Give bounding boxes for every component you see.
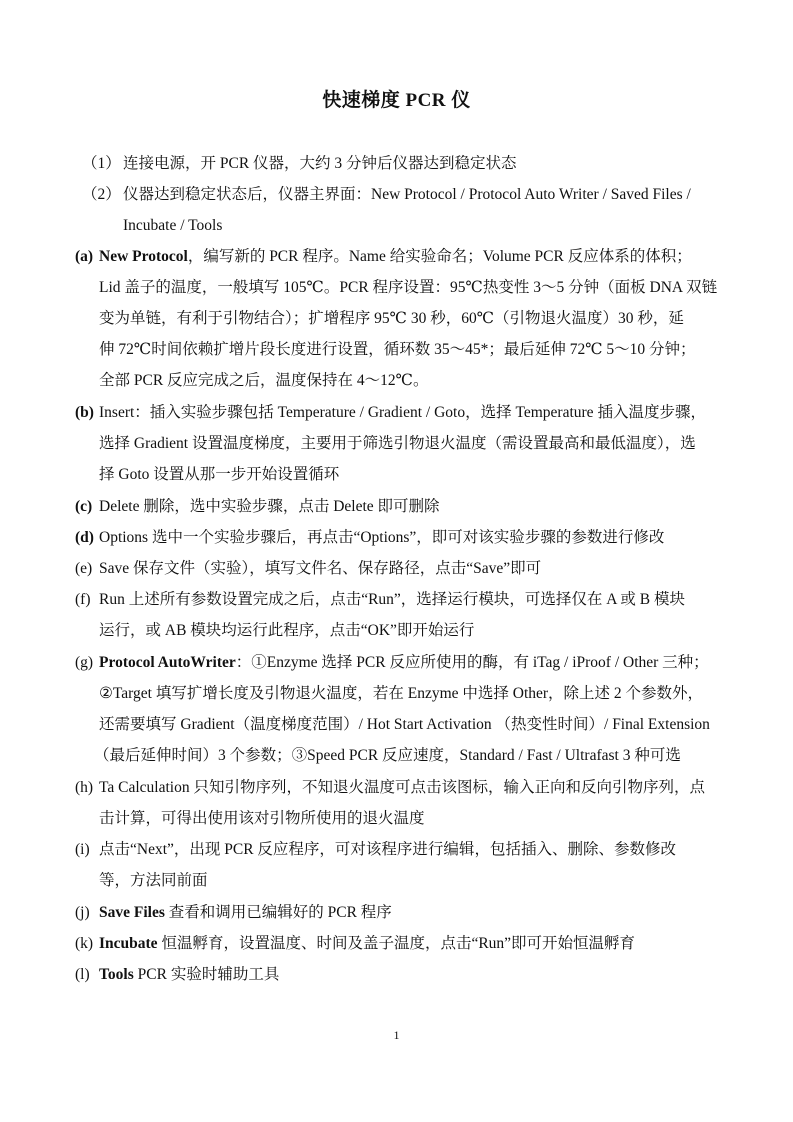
item-text: ，编写新的 PCR 程序。Name 给实验命名；Volume PCR 反应体系的体积； bbox=[187, 248, 692, 265]
item-text: Ta Calculation 只知引物序列，不知退火温度可点击该图标，输入正向和反向引物序列，点 bbox=[99, 779, 705, 796]
item-label: (b) bbox=[75, 404, 94, 421]
item-label: (i) bbox=[75, 841, 90, 858]
item-text: Insert：插入实验步骤包括 Temperature / Gradient / Goto，选择 Temperature 插入温度步骤， bbox=[99, 404, 706, 421]
item-text-continued: 运行，或 AB 模块均运行此程序，点击“OK”即开始运行 bbox=[99, 622, 475, 639]
item-text: 恒温孵育，设置温度、时间及盖子温度，点击“Run”即可开始恒温孵育 bbox=[157, 935, 636, 952]
item-text-continued: 择 Goto 设置从那一步开始设置循环 bbox=[99, 466, 340, 483]
step-text: 仪器达到稳定状态后，仪器主界面：New Protocol / Protocol Auto Writer / Saved Files / bbox=[123, 186, 691, 203]
item-text-continued: Lid 盖子的温度，一般填写 105℃。PCR 程序设置：95℃热变性 3～5 分钟（面板 DNA 双链 bbox=[99, 279, 718, 296]
item-text: PCR 实验时辅助工具 bbox=[133, 966, 280, 983]
item-label: (f) bbox=[75, 591, 91, 608]
item-text-continued: 变为单链，有利于引物结合）；扩增程序 95℃ 30 秒，60℃（引物退火温度）30 秒，延 bbox=[99, 310, 684, 327]
page-title: 快速梯度 PCR 仪 bbox=[322, 90, 471, 111]
item-text: Options 选中一个实验步骤后，再点击“Options”，即可对该实验步骤的参数进行修改 bbox=[99, 529, 665, 546]
item-label: (e) bbox=[75, 560, 93, 577]
item-label: (c) bbox=[75, 498, 93, 515]
step-text: 连接电源，开 PCR 仪器，大约 3 分钟后仪器达到稳定状态 bbox=[123, 155, 517, 172]
item-label: (h) bbox=[75, 779, 94, 796]
item-label: (a) bbox=[75, 248, 94, 265]
item-text-continued: （最后延伸时间）3 个参数；③Speed PCR 反应速度，Standard / Fast / Ultrafast 3 种可选 bbox=[94, 747, 681, 764]
item-label: (g) bbox=[75, 654, 94, 671]
item-text: Delete 删除，选中实验步骤，点击 Delete 即可删除 bbox=[99, 498, 440, 515]
step-text-continued: Incubate / Tools bbox=[123, 217, 223, 234]
item-keyword: New Protocol bbox=[99, 248, 188, 265]
item-label: (l) bbox=[75, 966, 90, 983]
item-text: Save 保存文件（实验），填写文件名、保存路径，点击“Save”即可 bbox=[99, 560, 542, 577]
item-text: ：①Enzyme 选择 PCR 反应所使用的酶，有 iTag / iProof / Other 三种； bbox=[235, 654, 709, 671]
item-keyword: Incubate bbox=[99, 935, 158, 952]
step-number: （2） bbox=[82, 186, 121, 203]
item-keyword: Tools bbox=[99, 966, 134, 983]
item-text-continued: 全部 PCR 反应完成之后，温度保持在 4～12℃。 bbox=[99, 372, 429, 389]
item-text-continued: 还需要填写 Gradient（温度梯度范围）/ Hot Start Activation （热变性时间）/ Final Extension bbox=[99, 716, 710, 733]
item-text-continued: 伸 72℃时间依赖扩增片段长度进行设置，循环数 35～45*；最后延伸 72℃ 5～10 分钟； bbox=[99, 341, 696, 358]
item-keyword: Save Files bbox=[99, 904, 165, 921]
item-label: (k) bbox=[75, 935, 94, 952]
item-keyword: Protocol AutoWriter bbox=[99, 654, 236, 671]
item-text-continued: 等，方法同前面 bbox=[99, 872, 208, 889]
item-text: 点击“Next”，出现 PCR 反应程序，可对该程序进行编辑，包括插入、删除、参数修改 bbox=[99, 841, 676, 858]
item-text-continued: 选择 Gradient 设置温度梯度，主要用于筛选引物退火温度（需设置最高和最低温度），选 bbox=[99, 435, 696, 452]
step-number: （1） bbox=[82, 155, 121, 172]
page-number: 1 bbox=[393, 1028, 400, 1042]
item-label: (d) bbox=[75, 529, 94, 546]
item-text-continued: 击计算，可得出使用该对引物所使用的退火温度 bbox=[99, 810, 425, 827]
item-text: Run 上述所有参数设置完成之后，点击“Run”，选择运行模块，可选择仅在 A 或 B 模块 bbox=[99, 591, 685, 608]
item-text-continued: ②Target 填写扩增长度及引物退火温度，若在 Enzyme 中选择 Other，除上述 2 个参数外， bbox=[99, 685, 704, 702]
item-text: 查看和调用已编辑好的 PCR 程序 bbox=[164, 904, 392, 921]
item-label: (j) bbox=[75, 904, 90, 921]
